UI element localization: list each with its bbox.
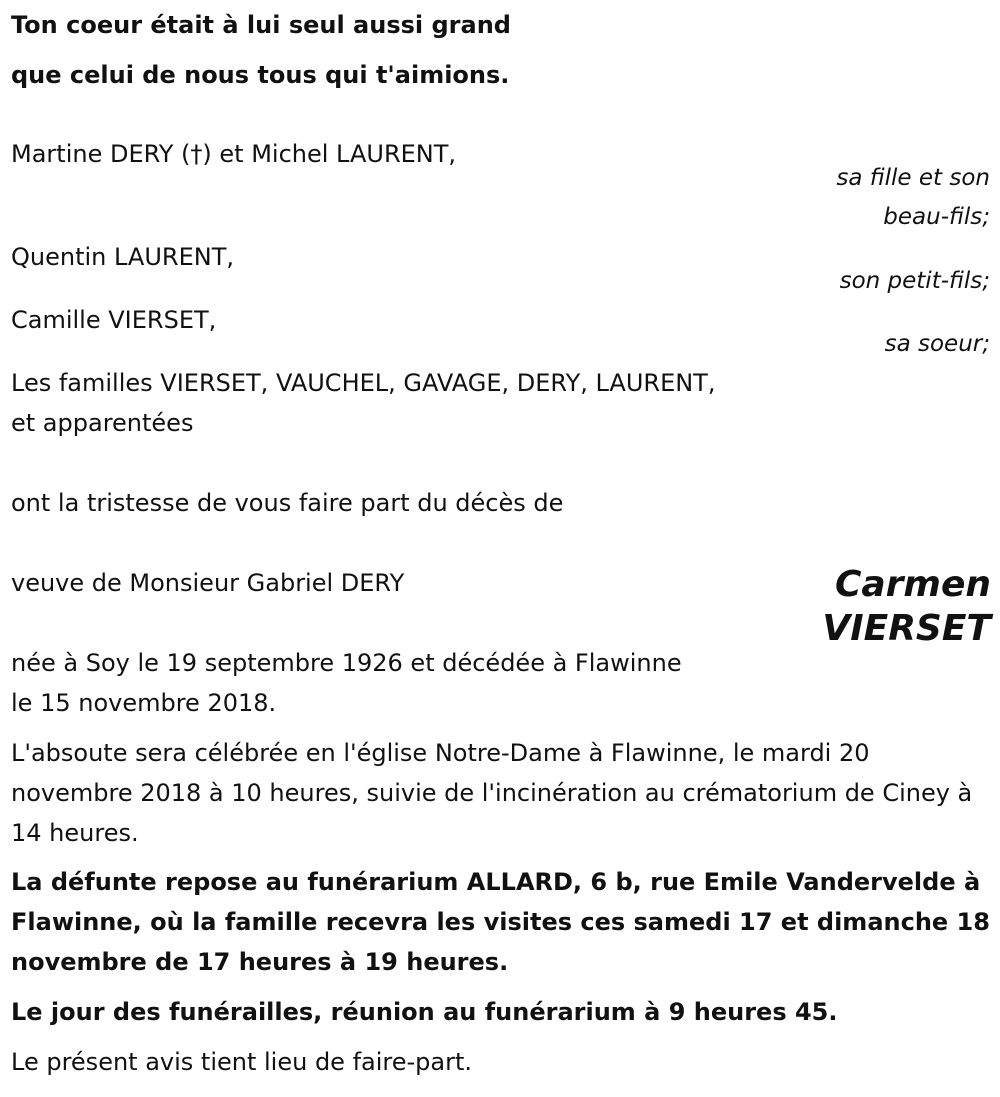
birth-death-line-1: née à Soy le 19 septembre 1926 et décédée à Flawinne (11, 649, 682, 677)
family-relation-2: son petit-fils; (839, 268, 990, 294)
family-names-4a: Les familles VIERSET, VAUCHEL, GAVAGE, DERY, LAURENT, (11, 369, 716, 397)
family-relation-1a: sa fille et son (836, 165, 990, 191)
deceased-last-name: VIERSET (822, 608, 991, 649)
family-names-3: Camille VIERSET, (11, 306, 217, 334)
funerarium-paragraph: La défunte repose au funérarium ALLARD, 6 b, rue Emile Vandervelde à Flawinne, où la famille recevra les visites ces samedi 17 et dimanche 18 novembre de 17 heures à 19 heures. (11, 868, 990, 976)
notice-paragraph: Le présent avis tient lieu de faire-part. (11, 1048, 473, 1076)
birth-death-line-2: le 15 novembre 2018. (11, 689, 277, 717)
deceased-name (822, 563, 991, 651)
family-relation-3: sa soeur; (884, 331, 990, 357)
deceased-first-name: Carmen (834, 564, 991, 605)
reunion-paragraph: Le jour des funérailles, réunion au funérarium à 9 heures 45. (11, 998, 838, 1026)
family-names-1: Martine DERY (†) et Michel LAURENT, (11, 140, 457, 168)
absoute-paragraph: L'absoute sera célébrée en l'église Notre-Dame à Flawinne, le mardi 20 novembre 2018 à 10 heures, suivie de l'incinération au crématorium de Ciney à 14 heures. (11, 739, 973, 847)
family-names-4b: et apparentées (11, 409, 194, 437)
family-names-2: Quentin LAURENT, (11, 243, 234, 271)
family-relation-1b: beau-fils; (883, 204, 990, 230)
verse-line-1: Ton coeur était à lui seul aussi grand (11, 11, 511, 39)
widow-of-text: veuve de Monsieur Gabriel DERY (11, 569, 405, 597)
announcement-text: ont la tristesse de vous faire part du décès de (11, 489, 564, 517)
verse-line-2: que celui de nous tous qui t'aimions. (11, 61, 510, 89)
